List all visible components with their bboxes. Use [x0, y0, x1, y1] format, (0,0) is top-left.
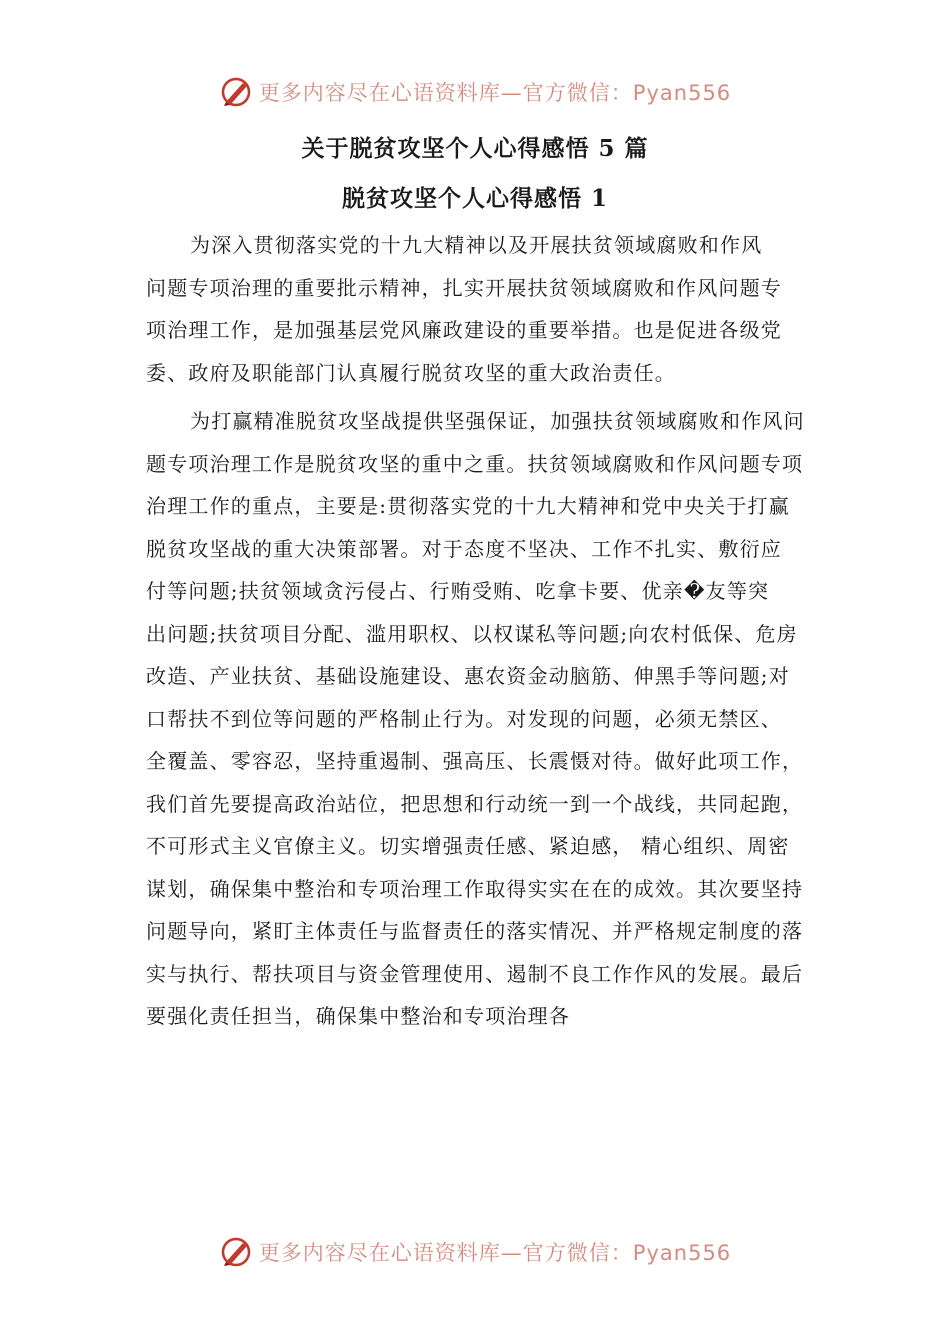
paragraph-line: 口帮扶不到位等问题的严格制止行为。对发现的问题，必须无禁区、 [146, 706, 782, 731]
paragraph-line: 实与执行、帮扶项目与资金管理使用、遏制不良工作作风的发展。最后 [146, 961, 804, 986]
paragraph-line: 改造、产业扶贫、基础设施建设、惠农资金动脑筋、伸黑手等问题;对 [146, 664, 790, 688]
section-title: 脱贫攻坚个人心得感悟 1 [341, 185, 608, 212]
paragraph-line: 不可形式主义官僚主义。切实增强责任感、紧迫感， 精心组织、周密 [146, 834, 790, 858]
paragraph-line: 问题导向，紧盯主体责任与监督责任的落实情况、并严格规定制度的落 [146, 919, 804, 943]
paragraph-line: 委、政府及职能部门认真履行脱贫攻坚的重大政治责任。 [146, 360, 676, 385]
paragraph-line: 出问题;扶贫项目分配、滥用职权、以权谋私等问题;向农村低保、危房 [146, 621, 798, 646]
paragraph-line: 谋划，确保集中整治和专项治理工作取得实实在在的成效。其次要坚持 [146, 876, 804, 901]
paragraph-1 [146, 224, 822, 394]
paragraph-line: 项治理工作，是加强基层党风廉政建设的重要举措。也是促进各级党 [146, 318, 782, 342]
paragraph-line: 题专项治理工作是脱贫攻坚的重中之重。扶贫领域腐败和作风问题专项 [146, 451, 804, 476]
header-banner-text: 更多内容尽在心语资料库—官方微信：Pyan556 [258, 81, 732, 105]
pen-circle-logo-icon [219, 75, 253, 109]
header-banner [0, 70, 950, 114]
paragraph-line: 治理工作的重点，主要是:贯彻落实党的十九大精神和党中央关于打赢 [146, 494, 790, 518]
pen-circle-logo-icon [219, 1235, 253, 1269]
paragraph-line: 我们首先要提高政治站位，把思想和行动统一到一个战线，共同起跑， [146, 791, 804, 816]
footer-banner [0, 1230, 950, 1274]
paragraph-line: 为深入贯彻落实党的十九大精神以及开展扶贫领域腐败和作风 [190, 233, 763, 257]
paragraph-line: 全覆盖、零容忍，坚持重遏制、强高压、长震慑对待。做好此项工作， [146, 749, 804, 773]
paragraph-line: 脱贫攻坚战的重大决策部署。对于态度不坚决、工作不扎实、敷衍应 [146, 536, 782, 561]
document-title: 关于脱贫攻坚个人心得感悟 5 篇 [301, 135, 649, 162]
footer-banner-text: 更多内容尽在心语资料库—官方微信：Pyan556 [258, 1241, 732, 1265]
paragraph-line: 为打赢精准脱贫攻坚战提供坚强保证，加强扶贫领域腐败和作风问 [190, 409, 805, 433]
paragraph-2 [146, 400, 822, 1038]
paragraph-line: 付等问题;扶贫领域贪污侵占、行贿受贿、吃拿卡要、优亲�友等突 [146, 579, 770, 603]
paragraph-line: 要强化责任担当，确保集中整治和专项治理各 [146, 1004, 570, 1028]
paragraph-line: 问题专项治理的重要批示精神，扎实开展扶贫领域腐败和作风问题专 [146, 275, 782, 300]
